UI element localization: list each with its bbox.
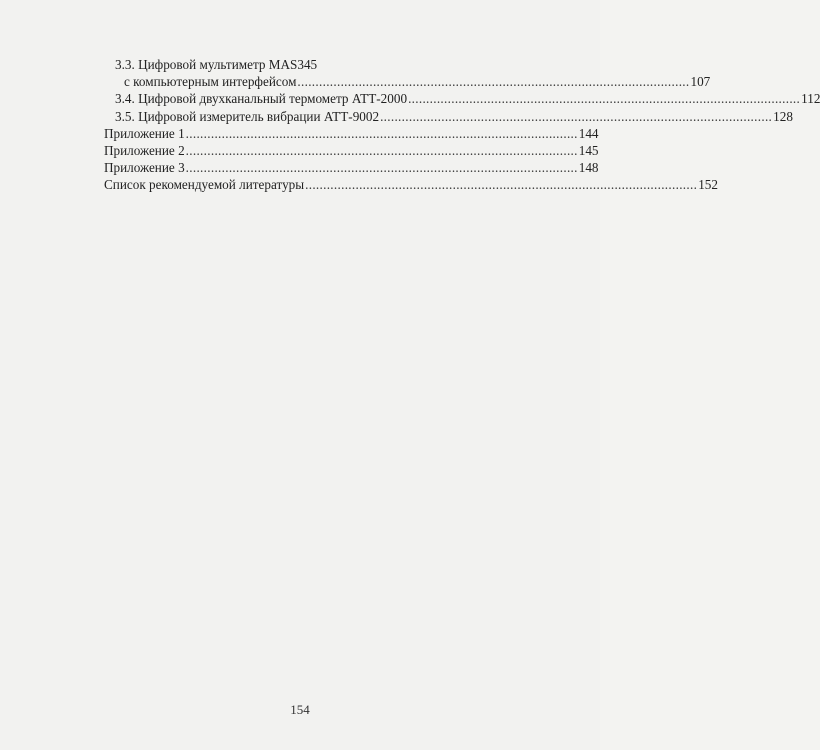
toc-entry-label: Приложение 1 [104, 125, 185, 141]
dot-leader: ............................................................................................................. [380, 108, 773, 124]
dot-leader: ............................................................................................................. [185, 160, 578, 176]
dot-leader: ............................................................................................................. [408, 91, 801, 107]
dot-leader: ............................................................................................................. [297, 74, 690, 90]
toc-entry-label: 3.3. Цифровой мультиметр MAS345 [115, 57, 318, 72]
toc-page-number: 128 [773, 108, 793, 124]
toc-entry-label: 3.5. Цифровой измеритель вибрации АТТ-9002 [115, 108, 380, 124]
dot-leader: ............................................................................................................. [185, 125, 578, 141]
toc-page-number: 144 [578, 125, 599, 141]
toc-page-number: 152 [698, 177, 718, 193]
toc-entry-appendix-2[interactable] [104, 142, 599, 159]
toc-entry-label: 3.4. Цифровой двухканальный термометр АТТ-2000 [115, 91, 408, 107]
page-number: 154 [290, 702, 310, 717]
toc-page-number: 148 [578, 160, 599, 176]
toc-page-number: 145 [578, 142, 599, 158]
table-of-contents [104, 56, 820, 194]
toc-entry-references[interactable] [104, 176, 718, 193]
dot-leader: ............................................................................................................. [185, 142, 578, 158]
toc-entry-label: Приложение 2 [104, 142, 185, 158]
toc-entry-appendix-3[interactable] [104, 159, 599, 176]
toc-entry-3-3-continued[interactable] [104, 73, 711, 90]
toc-entry-label: Список рекомендуемой литературы [104, 177, 305, 193]
toc-entry-label: Приложение 3 [104, 160, 185, 176]
toc-page-number: 107 [690, 74, 711, 90]
toc-entry-3-4[interactable] [104, 90, 820, 107]
toc-entry-3-5[interactable] [104, 108, 793, 125]
toc-page-number: 112 [801, 91, 820, 107]
toc-entry-3-3[interactable] [104, 56, 502, 73]
toc-entry-appendix-1[interactable] [104, 125, 599, 142]
toc-entry-label: с компьютерным интерфейсом [124, 74, 297, 90]
dot-leader: ............................................................................................................. [305, 177, 698, 193]
